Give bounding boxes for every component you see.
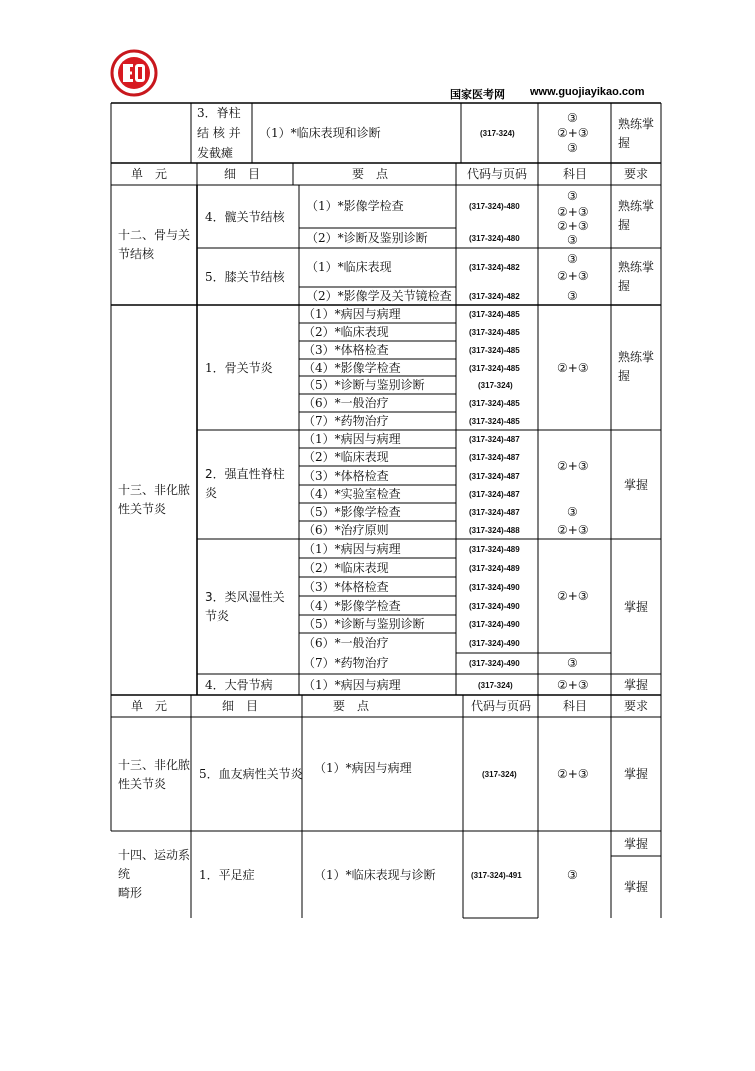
point-cell: （5）*影像学检查	[303, 505, 401, 519]
subitem-cell: 4．髋关节结核	[205, 210, 285, 224]
subject-cell: ②+③	[557, 361, 589, 375]
point-cell: （1）*病因与病理	[314, 761, 412, 775]
point-cell: （2）*临床表现	[303, 561, 389, 575]
subject-cell: ③	[567, 505, 578, 519]
code-cell: (317-324)-490	[469, 602, 520, 611]
col-header-subitem: 细 目	[224, 167, 261, 181]
col-header-code: 代码与页码	[471, 699, 532, 713]
unit-cell: 十二、骨与关 节结核	[118, 228, 191, 261]
requirement-cell: 掌握	[624, 880, 649, 894]
subject-cell: ③	[567, 868, 578, 882]
code-cell: (317-324)-490	[469, 639, 520, 648]
col-header-subject: 科目	[563, 699, 588, 713]
subject-cell: ③	[567, 656, 578, 670]
unit-cell: 十三、非化脓 性关节炎	[118, 483, 191, 516]
unit-cell: 十三、非化脓 性关节炎	[118, 758, 191, 791]
subject-cell: ②+③	[557, 678, 589, 692]
requirement-cell: 掌握	[624, 767, 649, 781]
code-cell: (317-324)-485	[469, 399, 520, 408]
point-cell: （6）*治疗原则	[303, 523, 389, 537]
unit-cell: 十四、运动系 统 畸形	[118, 848, 191, 900]
subitem-cell: 1．平足症	[199, 868, 255, 882]
code-cell: (317-324)-485	[469, 346, 520, 355]
subject-cell: ②+③	[557, 126, 589, 140]
point-cell: （1）*临床表现	[306, 260, 392, 274]
code-cell: (317-324)	[478, 681, 513, 690]
col-header-point: 要 点	[352, 167, 389, 181]
code-cell: (317-324)-482	[469, 263, 520, 272]
point-cell: （1）*影像学检查	[306, 199, 404, 213]
point-cell: （1）*病因与病理	[303, 307, 401, 321]
point-cell: （2）*诊断及鉴别诊断	[306, 231, 428, 245]
point-cell: （1）*病因与病理	[303, 432, 401, 446]
code-cell: (317-324)-487	[469, 472, 520, 481]
subitem-cell: 结 核 并	[197, 126, 241, 140]
point-cell: （5）*诊断与鉴别诊断	[303, 617, 425, 631]
requirement-cell: 熟练掌 握	[618, 199, 655, 232]
point-cell: （1）*临床表现和诊断	[259, 126, 381, 140]
point-cell: （7）*药物治疗	[303, 656, 389, 670]
requirement-cell: 掌握	[624, 478, 649, 492]
subitem-cell: 3．脊柱	[197, 106, 241, 120]
subitem-cell: 2．强直性脊柱 炎	[205, 467, 285, 500]
col-header-code: 代码与页码	[467, 167, 528, 181]
point-cell: （6）*一般治疗	[303, 636, 389, 650]
subitem-cell: 1．骨关节炎	[205, 361, 273, 375]
subitem-cell: 4．大骨节病	[205, 678, 273, 692]
subject-cell: ③	[567, 141, 578, 155]
point-cell: （4）*影像学检查	[303, 599, 401, 613]
col-header-point: 要 点	[333, 699, 370, 713]
point-cell: （3）*体格检查	[303, 580, 389, 594]
point-cell: （3）*体格检查	[303, 343, 389, 357]
code-cell: (317-324)-480	[469, 202, 520, 211]
code-cell: (317-324)-485	[469, 310, 520, 319]
subject-cell: ③	[567, 289, 578, 303]
subject-cell: ③	[567, 233, 578, 247]
code-cell: (317-324)-487	[469, 453, 520, 462]
subject-cell: ②+③	[557, 523, 589, 537]
code-cell: (317-324)	[478, 381, 513, 390]
subject-cell: ③	[567, 252, 578, 266]
point-cell: （3）*体格检查	[303, 469, 389, 483]
subitem-cell: 5．血友病性关节炎	[199, 767, 303, 781]
point-cell: （6）*一般治疗	[303, 396, 389, 410]
point-cell: （5）*诊断与鉴别诊断	[303, 378, 425, 392]
subject-cell: ②+③	[557, 205, 589, 219]
requirement-cell: 掌握	[624, 600, 649, 614]
requirement-cell: 熟练掌 握	[618, 350, 655, 383]
col-header-subitem: 细 目	[222, 699, 259, 713]
code-cell: (317-324)-489	[469, 545, 520, 554]
subject-cell: ②+③	[557, 459, 589, 473]
col-header-unit: 单 元	[131, 167, 168, 181]
site-url: www.guojiayikao.com	[530, 86, 645, 98]
code-cell: (317-324)-491	[471, 871, 522, 880]
code-cell: (317-324)-489	[469, 564, 520, 573]
subject-cell: ②+③	[557, 269, 589, 283]
requirement-cell: 掌握	[624, 678, 649, 692]
site-name: 国家医考网	[450, 89, 505, 101]
code-cell: (317-324)-485	[469, 328, 520, 337]
point-cell: （4）*实验室检查	[303, 487, 401, 501]
subject-cell: ②+③	[557, 589, 589, 603]
subitem-cell: 发截瘫	[197, 146, 234, 160]
code-cell: (317-324)-480	[469, 234, 520, 243]
point-cell: （2）*临床表现	[303, 325, 389, 339]
subitem-cell: 5．膝关节结核	[205, 270, 285, 284]
col-header-requirement: 要求	[624, 167, 649, 181]
point-cell: （1）*病因与病理	[303, 678, 401, 692]
col-header-unit: 单 元	[131, 699, 168, 713]
subject-cell: ③	[567, 189, 578, 203]
code-cell: (317-324)-482	[469, 292, 520, 301]
subject-cell: ③	[567, 111, 578, 125]
code-cell: (317-324)	[482, 770, 517, 779]
code-cell: (317-324)-490	[469, 620, 520, 629]
subject-cell: ②+③	[557, 219, 589, 233]
point-cell: （2）*影像学及关节镜检查	[306, 289, 452, 303]
subject-cell: ②+③	[557, 767, 589, 781]
point-cell: （4）*影像学检查	[303, 361, 401, 375]
code-cell: (317-324)-490	[469, 659, 520, 668]
code-cell: (317-324)-485	[469, 417, 520, 426]
code-cell: (317-324)	[480, 129, 515, 138]
code-cell: (317-324)-488	[469, 526, 520, 535]
col-header-requirement: 要求	[624, 699, 649, 713]
code-cell: (317-324)-487	[469, 490, 520, 499]
point-cell: （7）*药物治疗	[303, 414, 389, 428]
requirement-cell: 熟练掌 握	[618, 260, 655, 293]
col-header-subject: 科目	[563, 167, 588, 181]
requirement-cell: 掌握	[624, 837, 649, 851]
point-cell: （1）*临床表现与诊断	[314, 868, 436, 882]
code-cell: (317-324)-487	[469, 435, 520, 444]
requirement-cell: 熟练掌 握	[618, 117, 655, 150]
code-cell: (317-324)-487	[469, 508, 520, 517]
code-cell: (317-324)-485	[469, 364, 520, 373]
point-cell: （2）*临床表现	[303, 450, 389, 464]
code-cell: (317-324)-490	[469, 583, 520, 592]
point-cell: （1）*病因与病理	[303, 542, 401, 556]
subitem-cell: 3．类风湿性关 节炎	[205, 590, 285, 623]
